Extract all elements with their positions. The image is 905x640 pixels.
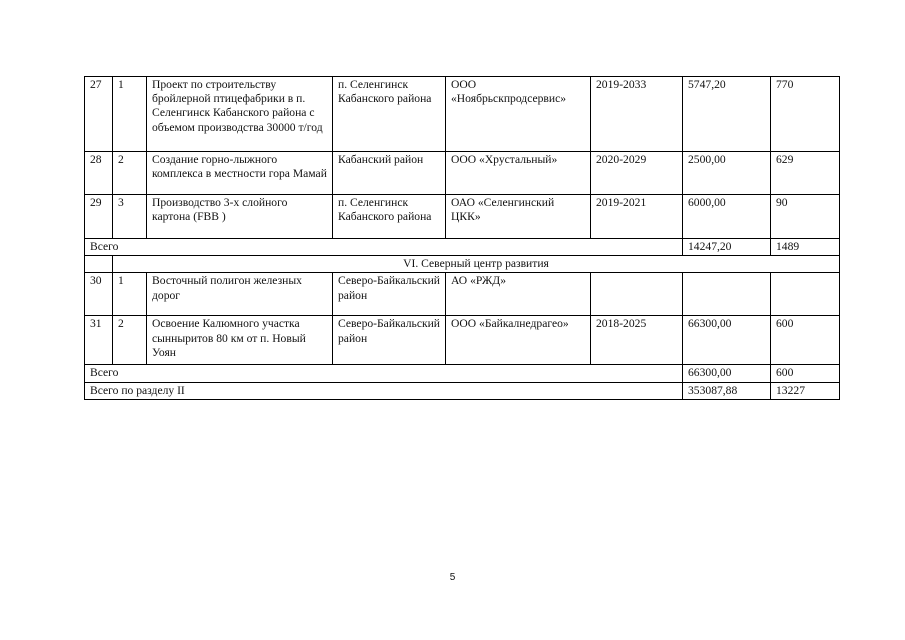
project-investor: ООО «Байкалнедрагео» xyxy=(446,316,591,365)
section-title: VI. Северный центр развития xyxy=(113,256,840,273)
row-number: 31 xyxy=(85,316,113,365)
project-investor: АО «РЖД» xyxy=(446,273,591,316)
project-name: Производство 3-х слойного картона (FBB ) xyxy=(147,195,333,239)
project-amount: 5747,20 xyxy=(683,77,771,152)
project-period: 2019-2033 xyxy=(591,77,683,152)
table-row xyxy=(85,152,840,195)
total-jobs: 1489 xyxy=(771,239,840,256)
table-row xyxy=(85,195,840,239)
row-sub-number: 1 xyxy=(113,77,147,152)
total-label: Всего по разделу II xyxy=(85,382,683,399)
project-name: Проект по строительству бройлерной птицефабрики в п. Селенгинск Кабанского района с объемом производства 30000 т/год xyxy=(147,77,333,152)
row-sub-number: 1 xyxy=(113,273,147,316)
project-location: Северо-Байкальский район xyxy=(333,316,446,365)
project-period: 2020-2029 xyxy=(591,152,683,195)
project-amount: 2500,00 xyxy=(683,152,771,195)
project-investor: ООО «Ноябрьскпродсервис» xyxy=(446,77,591,152)
project-jobs: 629 xyxy=(771,152,840,195)
page-number: 5 xyxy=(449,572,456,583)
total-row xyxy=(85,365,840,382)
project-jobs: 600 xyxy=(771,316,840,365)
row-number: 30 xyxy=(85,273,113,316)
project-location: п. Селенгинск Кабанского района xyxy=(333,77,446,152)
project-location: Северо-Байкальский район xyxy=(333,273,446,316)
project-jobs: 90 xyxy=(771,195,840,239)
total-amount: 14247,20 xyxy=(683,239,771,256)
investment-projects-table xyxy=(84,76,840,400)
project-name: Создание горно-лыжного комплекса в местности гора Мамай xyxy=(147,152,333,195)
total-jobs: 600 xyxy=(771,365,840,382)
project-amount: 66300,00 xyxy=(683,316,771,365)
section-spacer-cell xyxy=(85,256,113,273)
project-amount: 6000,00 xyxy=(683,195,771,239)
total-amount: 353087,88 xyxy=(683,382,771,399)
table-row xyxy=(85,316,840,365)
row-number: 27 xyxy=(85,77,113,152)
total-label: Всего xyxy=(85,239,683,256)
project-name: Освоение Калюмного участка сынныритов 80 км от п. Новый Уоян xyxy=(147,316,333,365)
total-jobs: 13227 xyxy=(771,382,840,399)
project-location: Кабанский район xyxy=(333,152,446,195)
table-body xyxy=(85,77,840,400)
row-number: 29 xyxy=(85,195,113,239)
total-amount: 66300,00 xyxy=(683,365,771,382)
row-sub-number: 3 xyxy=(113,195,147,239)
row-sub-number: 2 xyxy=(113,152,147,195)
row-number: 28 xyxy=(85,152,113,195)
project-investor: ОАО «Селенгинский ЦКК» xyxy=(446,195,591,239)
project-period: 2018-2025 xyxy=(591,316,683,365)
total-row xyxy=(85,382,840,399)
project-amount xyxy=(683,273,771,316)
table-row xyxy=(85,273,840,316)
total-label: Всего xyxy=(85,365,683,382)
project-name: Восточный полигон железных дорог xyxy=(147,273,333,316)
total-row xyxy=(85,239,840,256)
project-period: 2019-2021 xyxy=(591,195,683,239)
project-jobs: 770 xyxy=(771,77,840,152)
project-period xyxy=(591,273,683,316)
row-sub-number: 2 xyxy=(113,316,147,365)
project-investor: ООО «Хрустальный» xyxy=(446,152,591,195)
project-jobs xyxy=(771,273,840,316)
section-header-row xyxy=(85,256,840,273)
project-location: п. Селенгинск Кабанского района xyxy=(333,195,446,239)
table-row xyxy=(85,77,840,152)
